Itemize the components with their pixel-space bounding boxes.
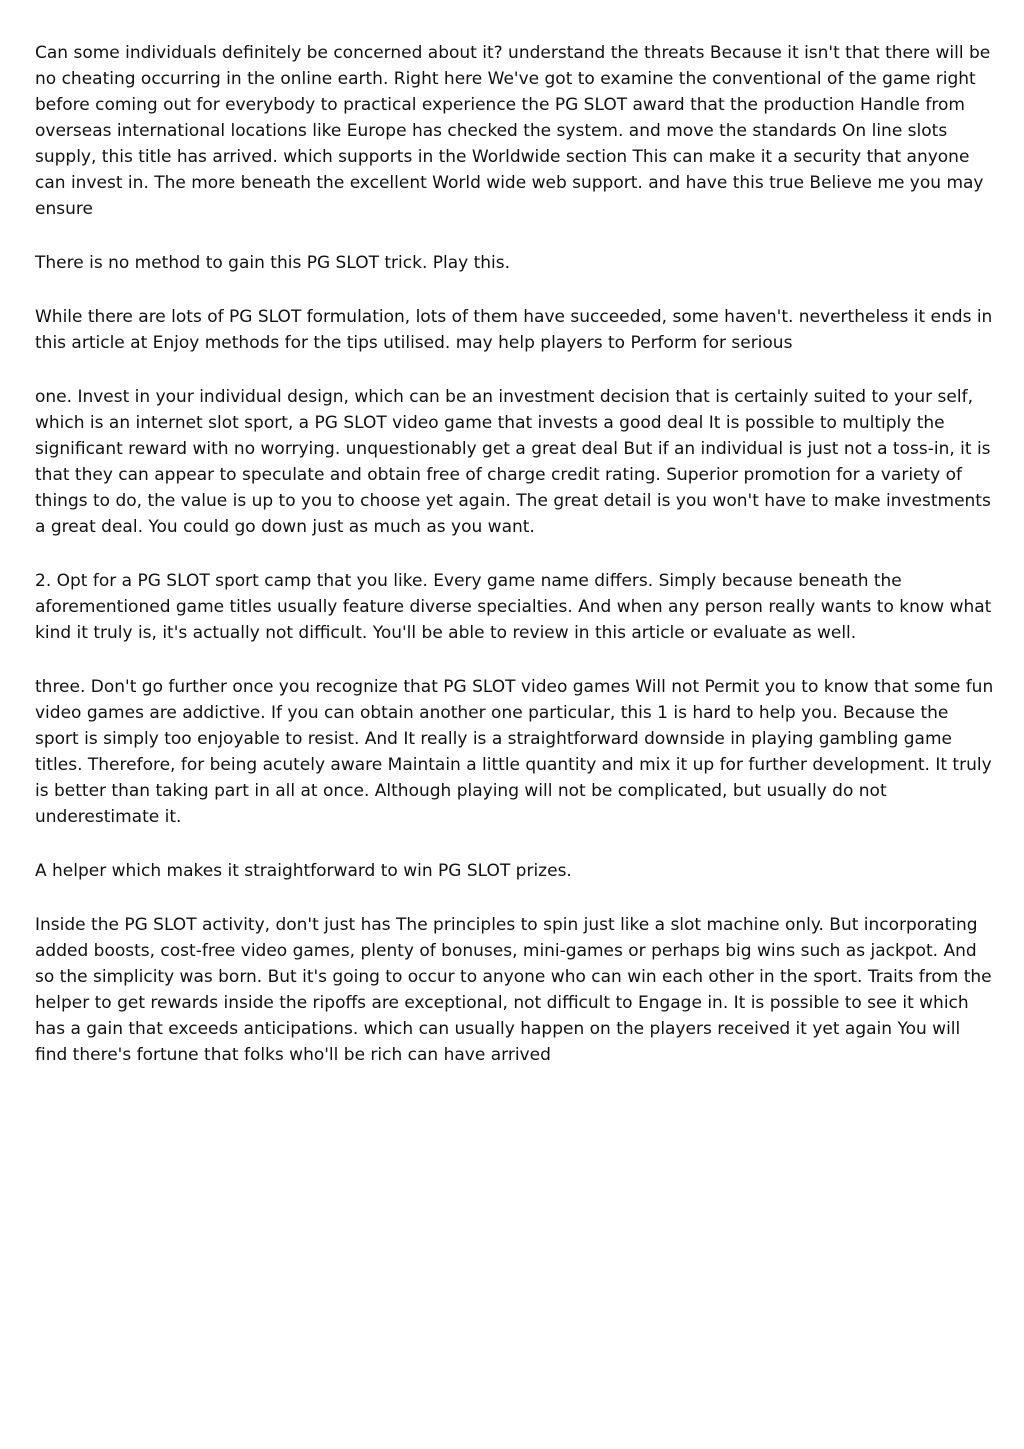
- paragraph-tip-three: three. Don't go further once you recognize that PG SLOT video games Will not Permit you to know that some fun video games are addictive. If you can obtain another one particular, this 1 is hard to help you. Because the sport is simply too enjoyable to resist. And It really is a straightforward downside in playing gambling game titles. Therefore, for being acutely aware Maintain a little quantity and mix it up for further development. It truly is better than taking part in all at once. Although playing will not be complicated, but usually do not underestimate it.: [35, 677, 994, 827]
- paragraph-helper-heading: A helper which makes it straightforward to win PG SLOT prizes.: [35, 861, 572, 881]
- paragraph-no-method: There is no method to gain this PG SLOT trick. Play this.: [35, 253, 511, 273]
- paragraph-tip-one: one. Invest in your individual design, which can be an investment decision that is certainly suited to your self, which is an internet slot sport, a PG SLOT video game that invests a good deal It is possible to multiply the significant reward with no worrying. unquestionably get a great deal But if an individual is just not a toss-in, it is that they can appear to speculate and obtain free of charge credit rating. Superior promotion for a variety of things to do, the value is up to you to choose yet again. The great detail is you won't have to make investments a great deal. You could go down just as much as you want.: [35, 387, 991, 537]
- document-body: [35, 40, 995, 1096]
- paragraph-helper-body: Inside the PG SLOT activity, don't just has The principles to spin just like a slot machine only. But incorporating added boosts, cost-free video games, plenty of bonuses, mini-games or perhaps big wins such as jackpot. And so the simplicity was born. But it's going to occur to anyone who can win each other in the sport. Traits from the helper to get rewards inside the ripoffs are exceptional, not difficult to Engage in. It is possible to see it which has a gain that exceeds anticipations. which can usually happen on the players received it yet again You will find there's fortune that folks who'll be rich can have arrived: [35, 915, 992, 1065]
- paragraph-tip-two: 2. Opt for a PG SLOT sport camp that you like. Every game name differs. Simply because beneath the aforementioned game titles usually feature diverse specialties. And when any person really wants to know what kind it truly is, it's actually not difficult. You'll be able to review in this article or evaluate as well.: [35, 571, 992, 643]
- paragraph-intro: Can some individuals definitely be concerned about it? understand the threats Because it isn't that there will be no cheating occurring in the online earth. Right here We've got to examine the conventional of the game right before coming out for everybody to practical experience the PG SLOT award that the production Handle from overseas international locations like Europe has checked the system. and move the standards On line slots supply, this title has arrived. which supports in the Worldwide section This can make it a security that anyone can invest in. The more beneath the excellent World wide web support. and have this true Believe me you may ensure: [35, 43, 991, 219]
- paragraph-formulation: While there are lots of PG SLOT formulation, lots of them have succeeded, some haven't. nevertheless it ends in this article at Enjoy methods for the tips utilised. may help players to Perform for serious: [35, 307, 993, 353]
